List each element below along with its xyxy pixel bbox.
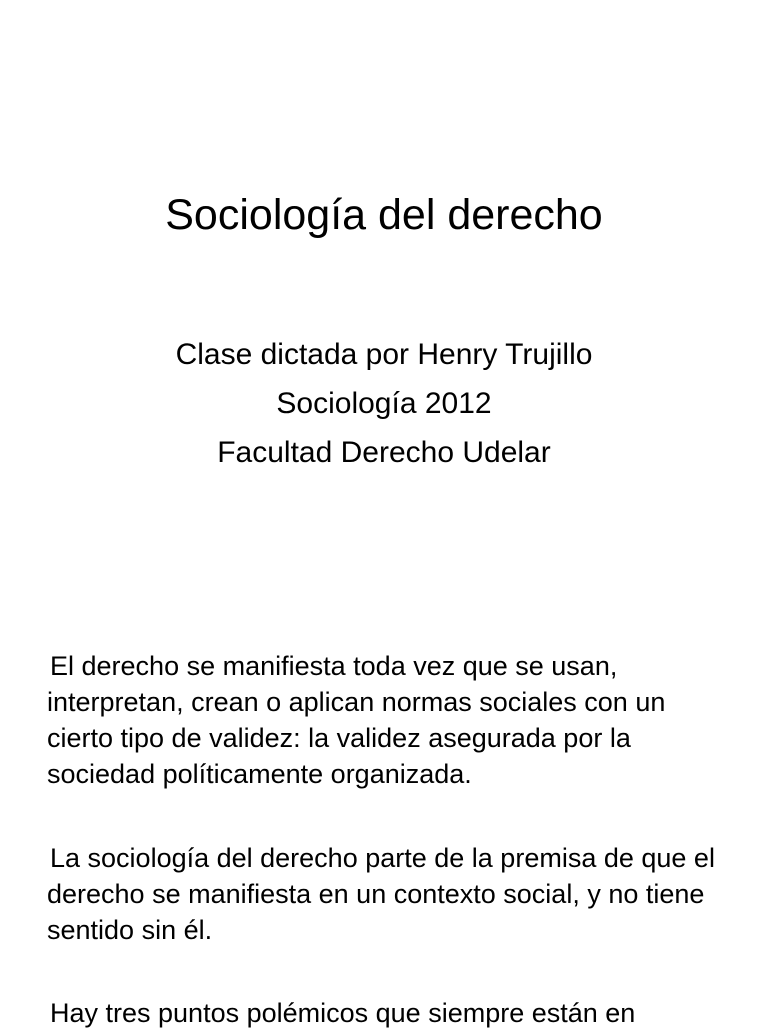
subtitle-line-course: Sociología 2012 [276, 387, 492, 420]
paragraph-premise: La sociología del derecho parte de la premisa de que el derecho se manifiesta en un contexto social, y no tiene sentido sin él. [47, 843, 715, 945]
slide-title: Sociología del derecho [165, 191, 603, 239]
paragraph-controversies: Hay tres puntos polémicos que siempre están en [50, 998, 636, 1028]
slide-subtitle [0, 330, 768, 477]
paragraph-definition: El derecho se manifiesta toda vez que se usan, interpretan, crean o aplican normas sociales con un cierto tipo de validez: la validez asegurada por la sociedad políticamente organizada. [47, 651, 666, 789]
subtitle-line-lecturer: Clase dictada por Henry Trujillo [175, 338, 593, 371]
content-slide [0, 640, 768, 1028]
subtitle-line-institution: Facultad Derecho Udelar [217, 436, 551, 469]
